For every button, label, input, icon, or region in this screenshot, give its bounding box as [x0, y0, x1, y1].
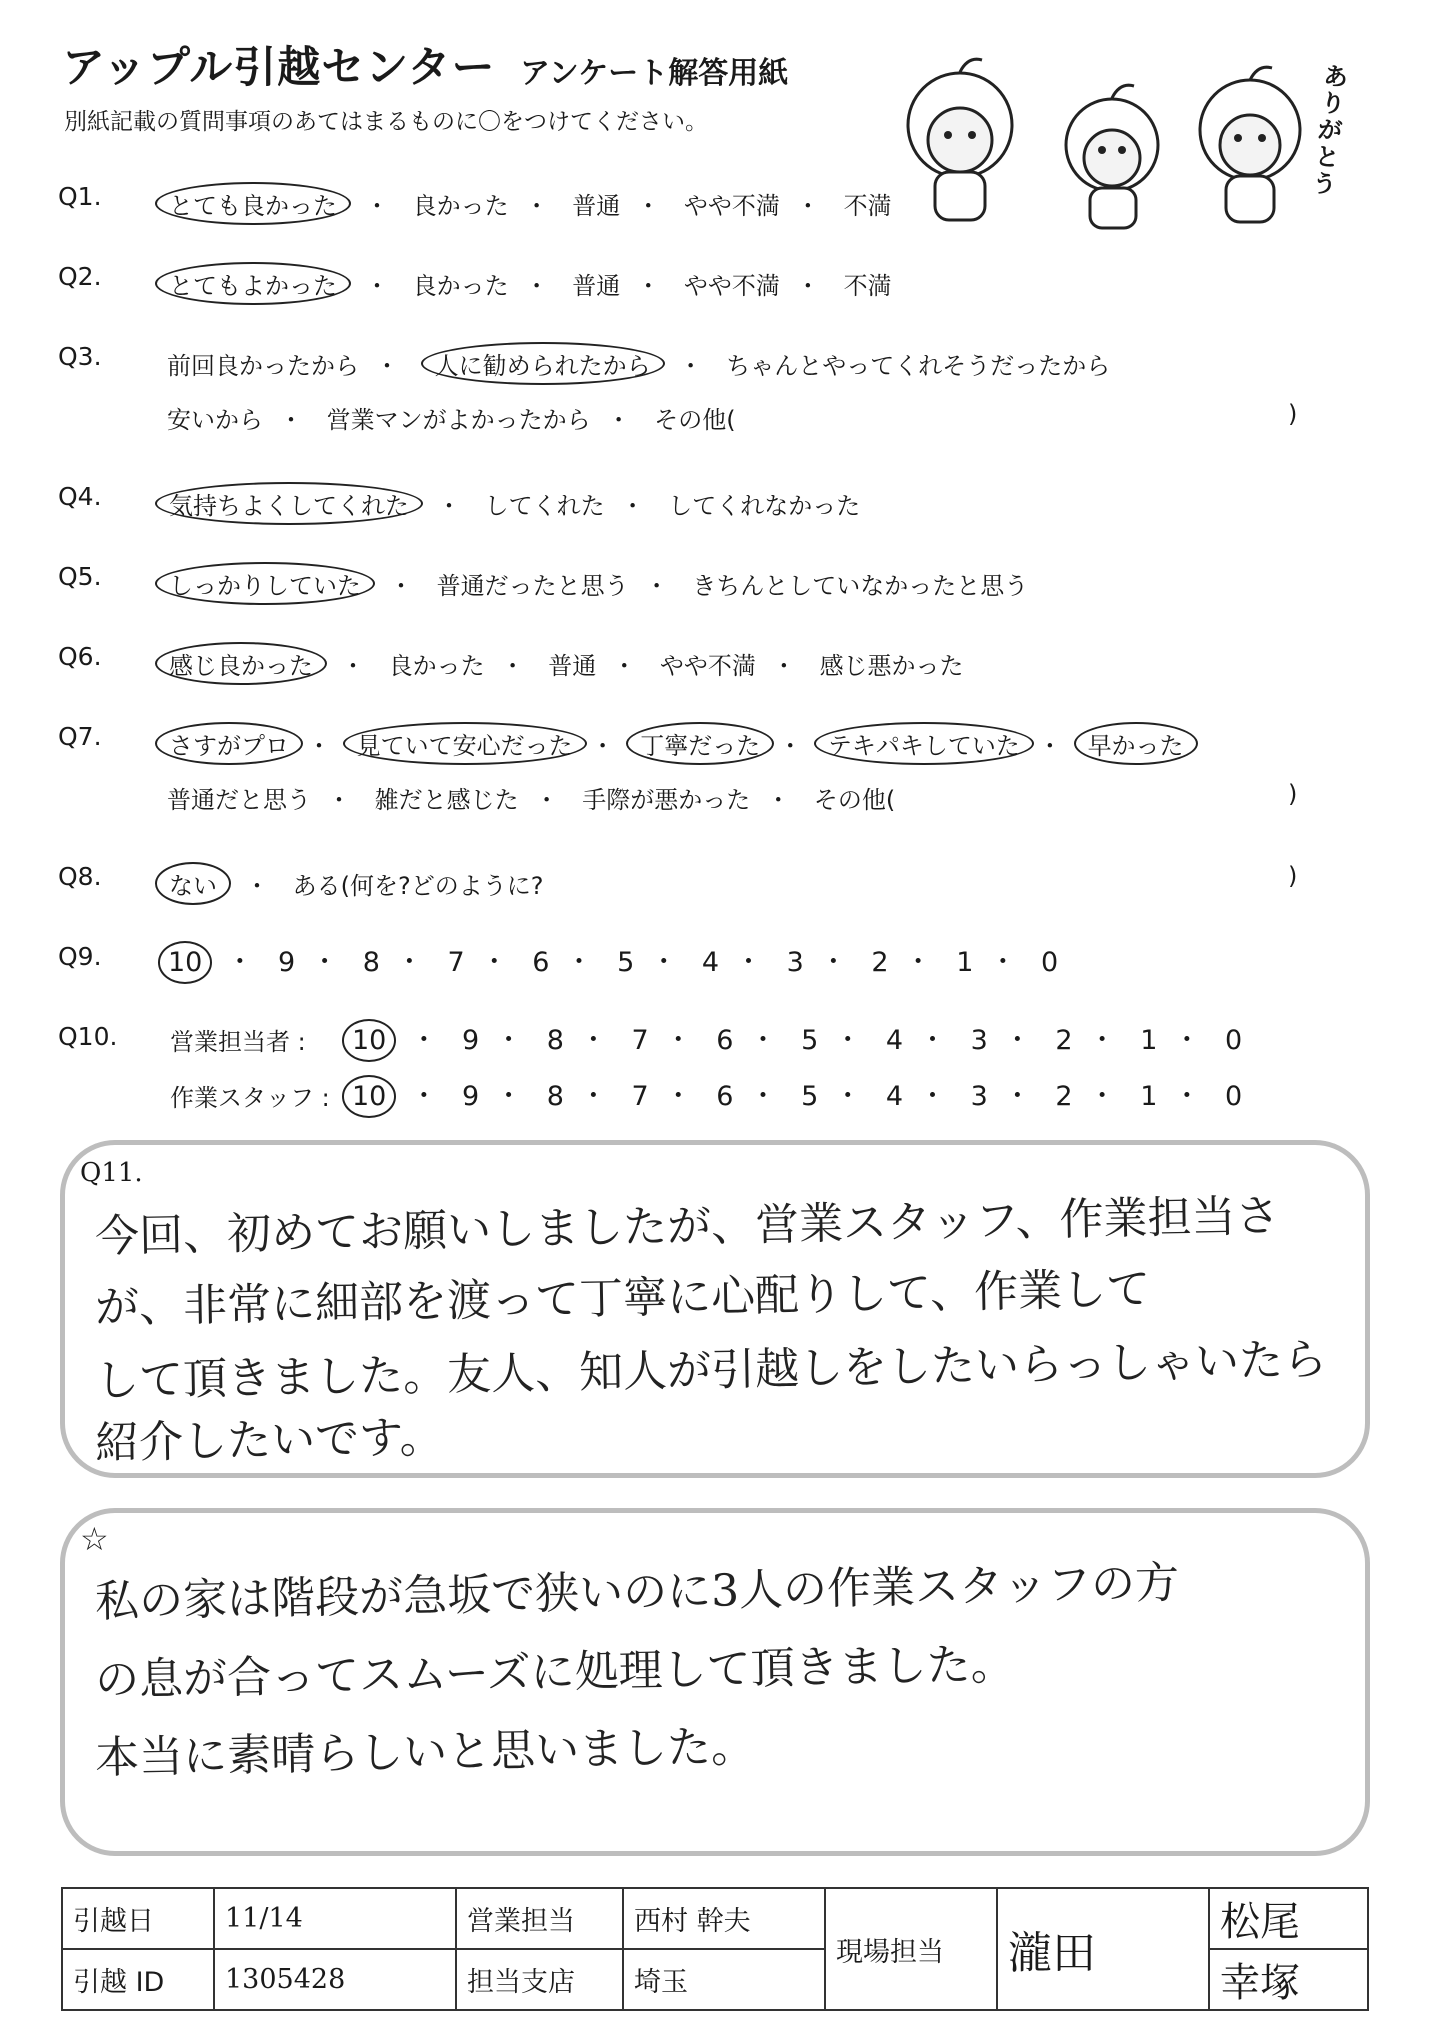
q1-options: とても良かった ・ 良かった ・ 普通 ・ やや不満 ・ 不満 — [155, 182, 894, 225]
q11-line: が、非常に細部を渡って丁寧に心配りして、作業して — [94, 1263, 1151, 1334]
q3-options-line1: 前回良かったから ・ 人に勧められたから ・ ちゃんとやってくれそうだったから — [165, 342, 1112, 385]
q10-staff-score[interactable]: 4 — [885, 1081, 904, 1112]
q6-options: 感じ良かった ・ 良かった ・ 普通 ・ やや不満 ・ 感じ悪かった — [155, 642, 966, 685]
q10-sales-label: 営業担当者 : — [170, 1028, 306, 1056]
q11-line: 今回、初めてお願いしましたが、営業スタッフ、作業担当さ — [94, 1190, 1280, 1263]
q10-sales-score[interactable]: 7 — [631, 1025, 649, 1056]
q10-sales-score[interactable]: 4 — [885, 1025, 904, 1056]
q9-score[interactable]: 9 — [277, 947, 296, 978]
q1-option[interactable]: とても良かった — [155, 182, 351, 225]
q5-label: Q5. — [58, 562, 102, 591]
extra-comment-line: 本当に素晴らしいと思いました。 — [94, 1721, 756, 1784]
q6-option[interactable]: 感じ良かった — [155, 642, 327, 685]
q7-option[interactable]: 普通だと思う — [167, 786, 311, 814]
q4-option[interactable]: してくれた — [484, 492, 605, 520]
q1-option[interactable]: 良かった — [412, 192, 509, 220]
move-id-value[interactable]: 1305428 — [214, 1949, 456, 2010]
q2-option[interactable]: 不満 — [843, 272, 892, 300]
q10-staff-score[interactable]: 2 — [1055, 1081, 1073, 1112]
monkey-mascot-illustration — [880, 50, 1350, 230]
q10-sales-score[interactable]: 5 — [801, 1025, 819, 1056]
q3-option[interactable]: その他( — [654, 406, 736, 434]
q9-score[interactable]: 3 — [786, 947, 804, 978]
q10-staff-score[interactable]: 7 — [631, 1081, 649, 1112]
site-staff-label: 現場担当 — [825, 1888, 997, 2010]
star-icon: ☆ — [80, 1520, 109, 1558]
q9-score[interactable]: 10 — [158, 941, 212, 984]
q5-option[interactable]: しっかりしていた — [155, 562, 375, 605]
q1-option[interactable]: 普通 — [572, 192, 621, 220]
q10-staff-label: 作業スタッフ : — [170, 1084, 330, 1112]
q10-staff-scale: 10 ・ 9 ・ 8 ・ 7 ・ 6 ・ 5 ・ 4 ・ 3 ・ 2 ・ 1 ・ 0 — [342, 1074, 1244, 1118]
sales-rep-value[interactable]: 西村 幹夫 — [623, 1888, 825, 1949]
q8-option[interactable]: ない — [155, 862, 231, 905]
q6-label: Q6. — [58, 642, 102, 671]
q10-sales-score[interactable]: 1 — [1140, 1025, 1158, 1056]
site-staff-value-1[interactable]: 瀧田 — [997, 1888, 1209, 2010]
q4-options: 気持ちよくしてくれた ・ してくれた ・ してくれなかった — [155, 482, 862, 525]
q8-close-paren: ) — [1288, 862, 1298, 890]
q10-sales-score[interactable]: 2 — [1055, 1025, 1073, 1056]
q9-score[interactable]: 5 — [617, 947, 635, 978]
q10-staff-score[interactable]: 0 — [1224, 1081, 1243, 1112]
q3-option[interactable]: 営業マンがよかったから — [326, 406, 591, 434]
q1-option[interactable]: 不満 — [843, 192, 892, 220]
thanks-text: ありがとう — [1311, 61, 1350, 200]
q6-option[interactable]: やや不満 — [659, 652, 756, 680]
q9-scale: 10 ・ 9 ・ 8 ・ 7 ・ 6 ・ 5 ・ 4 ・ 3 ・ 2 ・ 1 ・ 0 — [158, 940, 1060, 984]
q7-label: Q7. — [58, 722, 102, 751]
extra-comment-line: 私の家は階段が急坂で狭いのに3人の作業スタッフの方 — [94, 1557, 1180, 1628]
q10-staff-score[interactable]: 1 — [1140, 1081, 1158, 1112]
q7-option[interactable]: 早かった — [1074, 722, 1198, 765]
q7-option[interactable]: 手際が悪かった — [582, 786, 751, 814]
q4-option[interactable]: してくれなかった — [668, 492, 861, 520]
q3-options-line2: 安いから ・ 営業マンがよかったから ・ その他( — [165, 400, 738, 435]
q10-sales-score[interactable]: 6 — [716, 1025, 734, 1056]
q6-option[interactable]: 感じ悪かった — [819, 652, 964, 680]
q10-sales-score[interactable]: 3 — [970, 1025, 988, 1056]
q9-label: Q9. — [58, 942, 102, 971]
q2-option[interactable]: 普通 — [572, 272, 621, 300]
q9-score[interactable]: 0 — [1040, 947, 1059, 978]
q6-option[interactable]: 良かった — [388, 652, 485, 680]
move-date-label: 引越日 — [62, 1888, 214, 1949]
q4-option[interactable]: 気持ちよくしてくれた — [155, 482, 423, 525]
q10-label: Q10. — [58, 1022, 118, 1051]
branch-label: 担当支店 — [456, 1949, 623, 2010]
q10-staff-score[interactable]: 10 — [342, 1075, 396, 1118]
q9-score[interactable]: 2 — [871, 947, 889, 978]
q2-options: とてもよかった ・ 良かった ・ 普通 ・ やや不満 ・ 不満 — [155, 262, 894, 305]
q2-option[interactable]: とてもよかった — [155, 262, 351, 305]
instruction-text: 別紙記載の質問事項のあてはまるものに〇をつけてください。 — [64, 109, 708, 135]
q1-option[interactable]: やや不満 — [683, 192, 780, 220]
q11-line: して頂きました。友人、知人が引越しをしたいらっしゃいたら — [94, 1334, 1328, 1407]
q5-options: しっかりしていた ・ 普通だったと思う ・ きちんとしていなかったと思う — [155, 562, 1030, 605]
sales-rep-label: 営業担当 — [456, 1888, 623, 1949]
q7-close-paren: ) — [1288, 780, 1298, 808]
q3-option[interactable]: ちゃんとやってくれそうだったから — [726, 352, 1111, 380]
q3-option[interactable]: 人に勧められたから — [421, 342, 665, 385]
q6-option[interactable]: 普通 — [548, 652, 597, 680]
q8-options: ない ・ ある(何を?どのように? — [155, 862, 545, 905]
q3-close-paren: ) — [1288, 400, 1298, 428]
form-title: アップル引越センター — [62, 43, 496, 93]
q7-option[interactable]: 雑だと感じた — [374, 786, 519, 814]
move-date-value[interactable]: 11/14 — [214, 1888, 456, 1949]
q5-option[interactable]: きちんとしていなかったと思う — [692, 572, 1029, 600]
q10-staff-score[interactable]: 8 — [546, 1081, 564, 1112]
q10-staff-score[interactable]: 6 — [716, 1081, 734, 1112]
q8-label: Q8. — [58, 862, 102, 891]
form-subtitle: アンケート解答用紙 — [520, 56, 789, 91]
q10-staff-score[interactable]: 5 — [801, 1081, 819, 1112]
q7-option[interactable]: 見ていて安心だった — [343, 722, 587, 765]
q10-sales-score[interactable]: 8 — [546, 1025, 564, 1056]
q2-option[interactable]: やや不満 — [683, 272, 780, 300]
q9-score[interactable]: 4 — [701, 947, 720, 978]
q11-line: 紹介したいです。 — [94, 1411, 444, 1470]
move-id-label: 引越 ID — [62, 1949, 214, 2010]
q10-staff-score[interactable]: 3 — [970, 1081, 988, 1112]
q4-label: Q4. — [58, 482, 102, 511]
branch-value[interactable]: 埼玉 — [623, 1949, 825, 2010]
q3-option[interactable]: 前回良かったから — [167, 352, 359, 380]
q9-score[interactable]: 6 — [532, 947, 550, 978]
q10-sales-score[interactable]: 10 — [342, 1019, 396, 1062]
q11-label: Q11. — [80, 1158, 143, 1188]
footer-info-table — [61, 1887, 1369, 2011]
q10-sales-score[interactable]: 0 — [1224, 1025, 1243, 1056]
q10-sales-score[interactable]: 9 — [461, 1025, 480, 1056]
q3-label: Q3. — [58, 342, 102, 371]
site-staff-value-2a[interactable]: 松尾 — [1209, 1888, 1368, 1949]
site-staff-value-2b[interactable]: 幸塚 — [1209, 1949, 1368, 2010]
q10-staff-score[interactable]: 9 — [461, 1081, 480, 1112]
q7-option[interactable]: その他( — [813, 786, 896, 814]
q2-label: Q2. — [58, 262, 102, 291]
q9-score[interactable]: 7 — [447, 947, 465, 978]
q7-option[interactable]: テキパキしていた — [814, 722, 1034, 765]
extra-comment-line: の息が合ってスムーズに処理して頂きました。 — [94, 1638, 1016, 1707]
q10-sales-scale: 10 ・ 9 ・ 8 ・ 7 ・ 6 ・ 5 ・ 4 ・ 3 ・ 2 ・ 1 ・ 0 — [342, 1018, 1244, 1062]
q7-option[interactable]: 丁寧だった — [626, 722, 774, 765]
q7-options-line2: 普通だと思う ・ 雑だと感じた ・ 手際が悪かった ・ その他( — [165, 780, 897, 815]
q7-options-line1: さすがプロ ・ 見ていて安心だった ・ 丁寧だった ・ テキパキしていた ・ 早かった — [155, 722, 1198, 765]
q2-option[interactable]: 良かった — [412, 272, 509, 300]
q3-option[interactable]: 安いから — [167, 406, 263, 434]
q7-option[interactable]: さすがプロ — [155, 722, 303, 765]
q1-label: Q1. — [58, 182, 102, 211]
q5-option[interactable]: 普通だったと思う — [436, 572, 629, 600]
q9-score[interactable]: 8 — [362, 947, 380, 978]
q9-score[interactable]: 1 — [956, 947, 974, 978]
q8-option[interactable]: ある(何を?どのように? — [292, 872, 544, 900]
